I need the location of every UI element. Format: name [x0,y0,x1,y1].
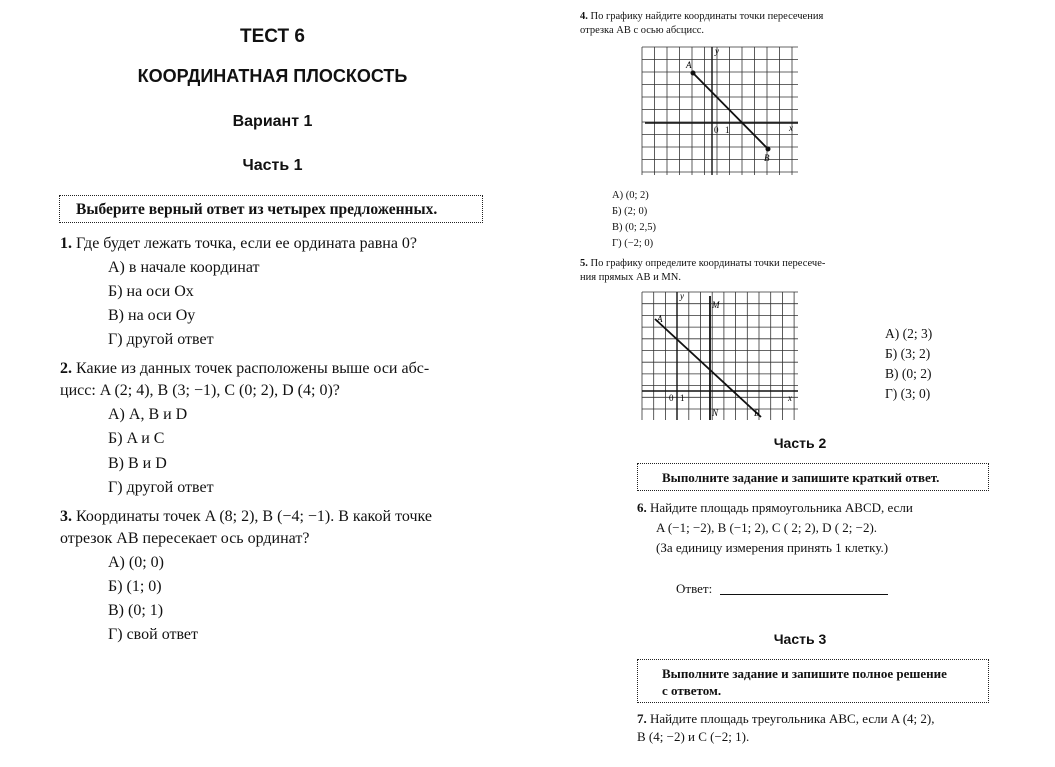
answer-option[interactable]: А) в начале координат [108,259,260,276]
answer-option[interactable]: Б) на оси Ox [108,283,194,300]
answer-option[interactable]: В) на оси Oy [108,307,196,324]
question-text-line: ния прямых AB и MN. [580,272,681,283]
part3-instruction-box [637,659,989,703]
question-text-line: отрезка AB с осью абсцисс. [580,25,705,36]
part2-heading: Часть 2 [773,435,827,451]
question-number: 7. [637,711,647,726]
point-b-label: B [754,408,760,418]
y-axis-label: y [680,291,684,301]
unit-label: 1 [725,125,730,135]
answer-option[interactable]: В) (0; 2,5) [612,222,657,233]
answer-option[interactable]: В) (0; 2) [885,366,932,381]
question-number: 6. [637,500,647,515]
question-1 [60,235,417,253]
question-text: Какие из данных точек расположены выше оси абс- [76,360,430,377]
question-text-line: A (−1; −2), B (−1; 2), C ( 2; 2), D ( 2; −2). [656,520,878,535]
x-axis-label: x [789,123,793,133]
question-6 [637,500,913,516]
part1-instruction-box [59,195,483,223]
origin-label: 0 [714,125,719,135]
answer-option[interactable]: В) (0; 1) [108,602,164,619]
graph-q4 [640,45,800,177]
answer-option[interactable]: Г) другой ответ [108,331,214,348]
question-number: 3. [60,508,72,525]
answer-option[interactable]: Б) (1; 0) [108,578,162,595]
variant-heading: Вариант 1 [232,113,313,130]
answer-option[interactable]: Б) (2; 0) [612,206,648,217]
y-axis-label: y [715,46,719,56]
question-text: По графику определите координаты точки пересече- [590,258,826,269]
question-text-line: B (4; −2) и C (−2; 1). [637,729,750,744]
question-text-line: цисс: A (2; 4), B (3; −1), C (0; 2), D (4; 0)? [60,382,340,399]
answer-option[interactable]: Г) (3; 0) [885,386,931,401]
question-2 [60,360,429,378]
point-b [766,147,771,152]
answer-option[interactable]: А) (0; 2) [612,190,649,201]
question-text-line: (За единицу измерения принять 1 клетку.) [656,540,889,555]
question-4 [580,11,823,22]
answer-option[interactable]: Г) другой ответ [108,479,214,496]
point-b-label: B [764,153,770,163]
grid-lines [642,47,798,175]
question-text: Найдите площадь треугольника ABC, если A (4; 2), [650,711,935,726]
answer-option[interactable]: А) (2; 3) [885,326,933,341]
answer-label: Ответ: [676,581,713,596]
part3-instruction-line: Выполните задание и запишите полное решение [662,666,947,681]
unit-label: 1 [680,393,685,403]
x-axis-label: x [788,393,792,403]
question-text-line: отрезок AB пересекает ось ординат? [60,530,310,547]
part1-heading: Часть 1 [242,157,303,174]
part1-instruction: Выберите верный ответ из четырех предложенных. [76,201,438,218]
point-m-label: M [712,300,720,310]
question-number: 1. [60,235,72,252]
answer-option[interactable]: Г) свой ответ [108,626,199,643]
part2-instruction: Выполните задание и запишите краткий ответ. [662,470,940,485]
answer-option[interactable]: Б) (3; 2) [885,346,931,361]
point-a-label: A [657,314,663,324]
question-number: 5. [580,258,588,269]
topic-title: КООРДИНАТНАЯ ПЛОСКОСТЬ [137,66,408,86]
answer-option[interactable]: А) (0; 0) [108,554,164,571]
question-number: 4. [580,11,588,22]
point-a-label: A [686,60,692,70]
question-number: 2. [60,360,72,377]
question-5 [580,258,825,269]
part3-heading: Часть 3 [773,631,827,647]
grid-lines [642,292,798,420]
answer-input-line[interactable] [720,594,888,595]
graph-q5 [640,290,800,422]
part2-instruction-box [637,463,989,491]
question-text: Координаты точек A (8; 2), B (−4; −1). В какой точке [76,508,432,525]
question-text: По графику найдите координаты точки пересечения [590,11,824,22]
answer-option[interactable]: Г) (−2; 0) [612,238,654,249]
question-3 [60,508,432,526]
answer-option[interactable]: А) A, B и D [108,406,188,423]
question-text: Найдите площадь прямоугольника ABCD, если [650,500,913,515]
origin-label: 0 [669,393,674,403]
test-title: ТЕСТ 6 [240,26,305,47]
answer-option[interactable]: В) B и D [108,455,167,472]
question-7 [637,711,934,727]
point-n-label: N [712,408,719,418]
point-a [691,71,696,76]
part3-instruction-line: с ответом. [662,683,722,698]
question-text: Где будет лежать точка, если ее ордината равна 0? [76,235,418,252]
answer-option[interactable]: Б) A и C [108,430,165,447]
